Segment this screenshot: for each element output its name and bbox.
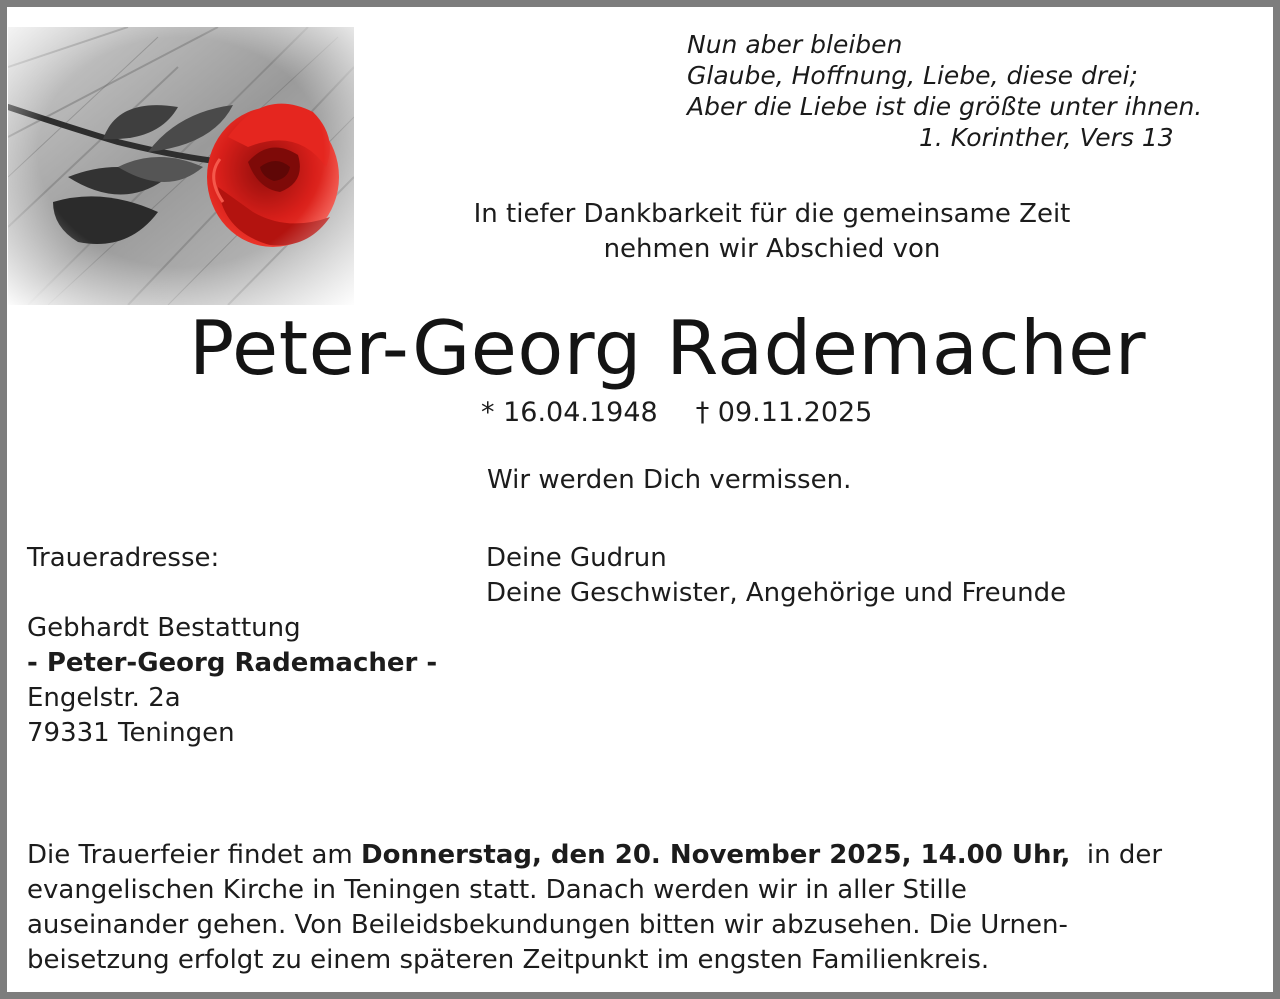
funeral-line: auseinander gehen. Von Beileidsbekundungen bitten wir abzusehen. Die Urnen- xyxy=(27,910,1068,940)
funeral-line: evangelischen Kirche in Teningen statt. Danach werden wir in aller Stille xyxy=(27,875,967,905)
verse-line: Nun aber bleiben xyxy=(687,30,903,59)
funeral-date-time: Donnerstag, den 20. November 2025, 14.00 Uhr, xyxy=(361,840,1071,870)
mourners xyxy=(486,541,1066,611)
address-label: Traueradresse: xyxy=(27,543,220,573)
rose-photo-icon xyxy=(8,27,354,305)
funeral-prefix: Die Trauerfeier findet am xyxy=(27,840,362,870)
life-dates xyxy=(481,395,872,431)
funeral-line: beisetzung erfolgt zu einem späteren Zeitpunkt im engsten Familienkreis. xyxy=(27,945,990,975)
address-company: Gebhardt Bestattung xyxy=(27,613,301,643)
farewell-text: Wir werden Dich vermissen. xyxy=(487,465,852,495)
gratitude-text xyxy=(427,197,1117,267)
address-street: Engelstr. 2a xyxy=(27,683,181,713)
gratitude-line: nehmen wir Abschied von xyxy=(603,234,941,264)
address-attention: - Peter-Georg Rademacher - xyxy=(27,648,438,678)
mourning-address xyxy=(27,541,437,751)
funeral-announcement xyxy=(27,838,1259,978)
bible-verse xyxy=(687,29,1202,153)
verse-reference: 1. Korinther, Vers 13 xyxy=(919,123,1174,152)
verse-line: Aber die Liebe ist die größte unter ihnen. xyxy=(687,92,1203,121)
deceased-name: Peter-Georg Rademacher xyxy=(189,304,1147,392)
address-city: 79331 Teningen xyxy=(27,718,235,748)
gratitude-line: In tiefer Dankbarkeit für die gemeinsame Zeit xyxy=(473,199,1071,229)
mourner-line: Deine Gudrun xyxy=(486,543,667,573)
death-date: † 09.11.2025 xyxy=(695,397,873,428)
mourner-line: Deine Geschwister, Angehörige und Freunde xyxy=(486,578,1067,608)
birth-date: * 16.04.1948 xyxy=(481,397,658,428)
verse-line: Glaube, Hoffnung, Liebe, diese drei; xyxy=(687,61,1138,90)
funeral-suffix: in der xyxy=(1070,840,1163,870)
funeral-line xyxy=(27,838,1259,873)
